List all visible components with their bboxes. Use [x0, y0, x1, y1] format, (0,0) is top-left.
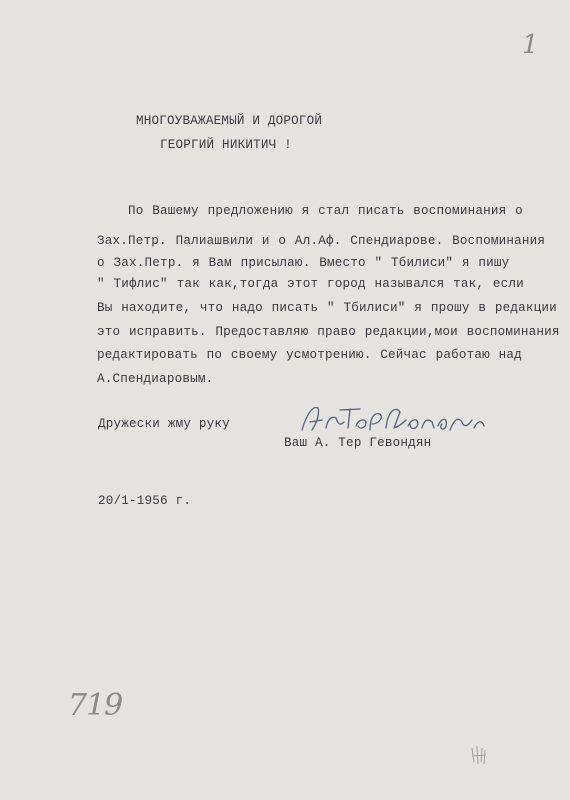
- closing-phrase: Дружески жму руку: [98, 417, 230, 431]
- body-line: редактировать по своему усмотрению. Сейчас работаю над: [97, 348, 522, 362]
- signer-name: Ваш А. Тер Гевондян: [284, 436, 432, 450]
- archive-mark: 719: [68, 688, 123, 723]
- stamp-mark: [470, 744, 488, 769]
- body-line: Вы находите, что надо писать " Тбилиси" я прошу в редакции: [97, 301, 557, 315]
- handwritten-signature: [296, 400, 496, 440]
- body-line: По Вашему предложению я стал писать воспоминания о: [128, 204, 523, 218]
- signature-drawing: [296, 400, 496, 440]
- page-number: 1: [522, 30, 539, 60]
- body-line: это исправить. Предоставляю право редакции,мои воспоминания: [97, 325, 560, 339]
- body-line: А.Спендиаровым.: [97, 372, 214, 386]
- body-line: Зах.Петр. Палиашвили и о Ал.Аф. Спендиарове. Воспоминания: [97, 234, 546, 248]
- salutation-line-2: ГЕОРГИЙ НИКИТИЧ !: [160, 138, 292, 152]
- stamp-scribble-icon: [470, 744, 488, 766]
- salutation-line-1: МНОГОУВАЖАЕМЫЙ И ДОРОГОЙ: [136, 114, 323, 128]
- body-line: о Зах.Петр. я Вам присылаю. Вместо " Тбилиси" я пишу: [97, 256, 510, 270]
- body-line: " Тифлис" так как,тогда этот город назывался так, если: [97, 277, 524, 291]
- letter-date: 20/1-1956 г.: [98, 494, 192, 508]
